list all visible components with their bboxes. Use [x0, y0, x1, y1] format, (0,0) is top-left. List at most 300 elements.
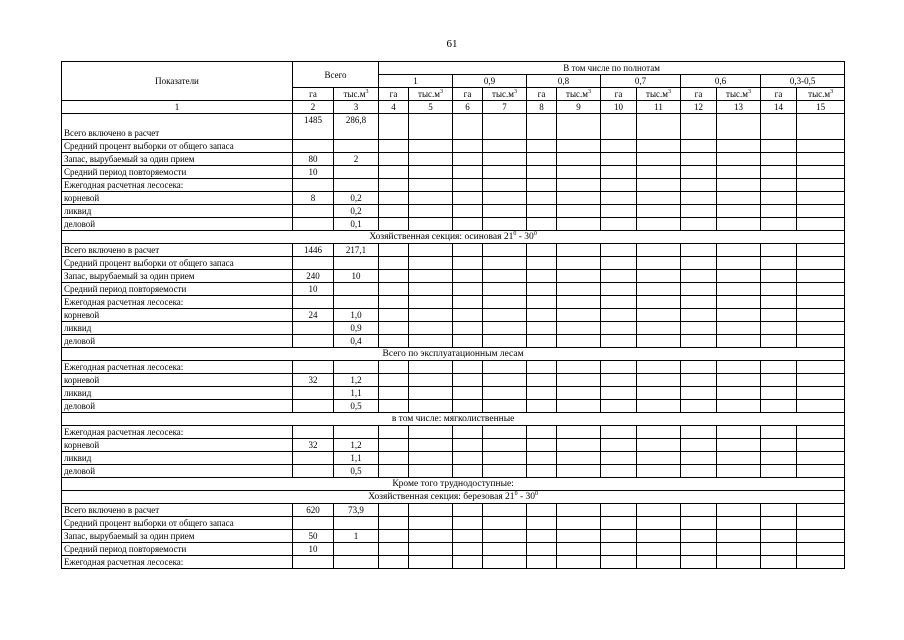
empty-cell [379, 426, 409, 439]
empty-cell [557, 400, 601, 413]
empty-cell [717, 465, 761, 478]
empty-cell [483, 452, 527, 465]
unit-volume [483, 88, 527, 101]
empty-cell [483, 387, 527, 400]
empty-cell [637, 296, 681, 309]
section-row [62, 413, 845, 426]
empty-cell [717, 296, 761, 309]
unit-volume [797, 88, 845, 101]
table-row [62, 114, 845, 140]
empty-cell [761, 530, 797, 543]
empty-cell [717, 387, 761, 400]
empty-cell [761, 296, 797, 309]
row-label: Ежегодная расчетная лесосека: [62, 296, 293, 309]
empty-cell [601, 309, 637, 322]
empty-cell [409, 439, 453, 452]
empty-cell [379, 556, 409, 569]
total-volume: 0,9 [334, 322, 379, 335]
empty-cell [483, 114, 527, 140]
column-number: 15 [797, 101, 845, 114]
empty-cell [681, 361, 717, 374]
empty-cell [797, 400, 845, 413]
total-ha: 240 [293, 270, 334, 283]
empty-cell [637, 452, 681, 465]
total-ha: 32 [293, 439, 334, 452]
table-row [62, 361, 845, 374]
row-label: корневой [62, 309, 293, 322]
empty-cell [379, 244, 409, 257]
total-ha [293, 452, 334, 465]
empty-cell [717, 140, 761, 153]
empty-cell [483, 543, 527, 556]
empty-cell [527, 205, 557, 218]
empty-cell [797, 374, 845, 387]
empty-cell [379, 543, 409, 556]
empty-cell [409, 335, 453, 348]
empty-cell [681, 296, 717, 309]
empty-cell [717, 309, 761, 322]
empty-cell [601, 244, 637, 257]
empty-cell [557, 283, 601, 296]
total-volume: 0,5 [334, 465, 379, 478]
empty-cell [409, 387, 453, 400]
empty-cell [681, 270, 717, 283]
total-ha [293, 218, 334, 231]
empty-cell [483, 257, 527, 270]
empty-cell [483, 374, 527, 387]
empty-cell [761, 166, 797, 179]
row-label: ликвид [62, 452, 293, 465]
total-volume: 2 [334, 153, 379, 166]
table-row [62, 400, 845, 413]
empty-cell [453, 335, 483, 348]
density-header: 0,3-0,5 [761, 75, 845, 88]
empty-cell [453, 205, 483, 218]
empty-cell [379, 218, 409, 231]
table-row [62, 465, 845, 478]
row-label: Средний процент выборки от общего запаса [62, 257, 293, 270]
table-row [62, 374, 845, 387]
empty-cell [797, 439, 845, 452]
column-number: 1 [62, 101, 293, 114]
total-volume [334, 140, 379, 153]
total-ha: 10 [293, 283, 334, 296]
empty-cell [601, 166, 637, 179]
section-row [62, 491, 845, 504]
empty-cell [557, 153, 601, 166]
total-ha [293, 361, 334, 374]
empty-cell [797, 387, 845, 400]
empty-cell [483, 140, 527, 153]
total-ha: 1485 [293, 114, 334, 140]
empty-cell [527, 166, 557, 179]
empty-cell [797, 322, 845, 335]
empty-cell [601, 179, 637, 192]
column-number: 4 [379, 101, 409, 114]
table-row [62, 309, 845, 322]
total-volume: 0,1 [334, 218, 379, 231]
table-row [62, 530, 845, 543]
empty-cell [453, 361, 483, 374]
empty-cell [527, 270, 557, 283]
empty-cell [681, 205, 717, 218]
empty-cell [601, 114, 637, 140]
empty-cell [637, 283, 681, 296]
empty-cell [453, 257, 483, 270]
table-row [62, 270, 845, 283]
empty-cell [379, 517, 409, 530]
empty-cell [717, 335, 761, 348]
column-number: 10 [601, 101, 637, 114]
empty-cell [409, 400, 453, 413]
column-number: 3 [334, 101, 379, 114]
section-title [62, 478, 845, 491]
empty-cell [379, 361, 409, 374]
row-label: корневой [62, 374, 293, 387]
row-label: Запас, вырубаемый за один прием [62, 153, 293, 166]
empty-cell [527, 322, 557, 335]
empty-cell [797, 257, 845, 270]
empty-cell [409, 452, 453, 465]
empty-cell [681, 192, 717, 205]
empty-cell [601, 556, 637, 569]
empty-cell [557, 556, 601, 569]
empty-cell [483, 400, 527, 413]
empty-cell [453, 140, 483, 153]
empty-cell [637, 244, 681, 257]
empty-cell [637, 166, 681, 179]
empty-cell [483, 322, 527, 335]
empty-cell [681, 140, 717, 153]
empty-cell [637, 400, 681, 413]
table-row [62, 426, 845, 439]
empty-cell [483, 179, 527, 192]
unit-ha: га [379, 88, 409, 101]
column-number: 5 [409, 101, 453, 114]
total-volume [334, 543, 379, 556]
total-volume: 1,2 [334, 374, 379, 387]
empty-cell [379, 283, 409, 296]
empty-cell [409, 465, 453, 478]
section-title [62, 491, 845, 504]
total-volume [334, 179, 379, 192]
table-row [62, 192, 845, 205]
section-text: Кроме того труднодоступные: [392, 479, 514, 489]
empty-cell [557, 205, 601, 218]
empty-cell [637, 556, 681, 569]
empty-cell [557, 426, 601, 439]
total-header: Всего [293, 62, 379, 88]
empty-cell [601, 218, 637, 231]
empty-cell [717, 400, 761, 413]
empty-cell [409, 309, 453, 322]
empty-cell [409, 192, 453, 205]
empty-cell [409, 504, 453, 517]
empty-cell [761, 387, 797, 400]
empty-cell [483, 361, 527, 374]
table-row [62, 504, 845, 517]
empty-cell [527, 140, 557, 153]
table-row [62, 218, 845, 231]
empty-cell [557, 465, 601, 478]
unit-volume-text: тыс.м [492, 89, 514, 99]
empty-cell [527, 530, 557, 543]
empty-cell [483, 244, 527, 257]
unit-volume-sup: 3 [587, 89, 591, 95]
total-volume [334, 517, 379, 530]
empty-cell [409, 296, 453, 309]
empty-cell [637, 114, 681, 140]
row-label: ликвид [62, 322, 293, 335]
empty-cell [717, 374, 761, 387]
total-volume: 1,1 [334, 387, 379, 400]
empty-cell [557, 257, 601, 270]
empty-cell [527, 218, 557, 231]
total-volume: 1 [334, 530, 379, 543]
empty-cell [527, 543, 557, 556]
row-label: Ежегодная расчетная лесосека: [62, 556, 293, 569]
empty-cell [797, 153, 845, 166]
empty-cell [557, 361, 601, 374]
unit-volume-sup: 3 [747, 89, 751, 95]
column-number: 11 [637, 101, 681, 114]
total-ha [293, 140, 334, 153]
row-label: деловой [62, 400, 293, 413]
total-ha: 8 [293, 192, 334, 205]
empty-cell [453, 244, 483, 257]
empty-cell [557, 166, 601, 179]
empty-cell [637, 465, 681, 478]
empty-cell [797, 530, 845, 543]
empty-cell [409, 114, 453, 140]
empty-cell [483, 296, 527, 309]
empty-cell [601, 270, 637, 283]
empty-cell [557, 309, 601, 322]
empty-cell [453, 452, 483, 465]
empty-cell [797, 335, 845, 348]
empty-cell [557, 452, 601, 465]
unit-volume-text: тыс.м [646, 89, 668, 99]
empty-cell [681, 439, 717, 452]
empty-cell [453, 192, 483, 205]
empty-cell [453, 426, 483, 439]
empty-cell [717, 504, 761, 517]
empty-cell [681, 309, 717, 322]
empty-cell [453, 556, 483, 569]
empty-cell [637, 426, 681, 439]
empty-cell [409, 257, 453, 270]
total-volume: 73,9 [334, 504, 379, 517]
unit-volume-sup: 3 [667, 89, 671, 95]
table-row [62, 244, 845, 257]
empty-cell [761, 257, 797, 270]
empty-cell [601, 153, 637, 166]
empty-cell [797, 543, 845, 556]
empty-cell [601, 335, 637, 348]
section-row [62, 348, 845, 361]
empty-cell [761, 556, 797, 569]
empty-cell [379, 205, 409, 218]
table-row [62, 556, 845, 569]
empty-cell [717, 192, 761, 205]
empty-cell [527, 283, 557, 296]
table-row [62, 205, 845, 218]
empty-cell [601, 374, 637, 387]
empty-cell [601, 530, 637, 543]
empty-cell [379, 400, 409, 413]
total-ha: 10 [293, 543, 334, 556]
empty-cell [797, 465, 845, 478]
table-row [62, 166, 845, 179]
empty-cell [453, 309, 483, 322]
empty-cell [527, 296, 557, 309]
empty-cell [453, 465, 483, 478]
total-volume [334, 556, 379, 569]
empty-cell [601, 296, 637, 309]
row-label: корневой [62, 192, 293, 205]
indicators-header: Показатели [62, 62, 293, 101]
table-row [62, 296, 845, 309]
empty-cell [761, 283, 797, 296]
empty-cell [681, 374, 717, 387]
unit-volume-text: тыс.м [808, 89, 831, 99]
row-label: Ежегодная расчетная лесосека: [62, 179, 293, 192]
empty-cell [717, 218, 761, 231]
empty-cell [379, 153, 409, 166]
empty-cell [409, 270, 453, 283]
empty-cell [409, 543, 453, 556]
empty-cell [681, 257, 717, 270]
empty-cell [527, 257, 557, 270]
column-number: 14 [761, 101, 797, 114]
section-sup: 0 [534, 490, 538, 497]
empty-cell [761, 309, 797, 322]
row-label: ликвид [62, 205, 293, 218]
empty-cell [637, 270, 681, 283]
empty-cell [761, 114, 797, 140]
table-row [62, 322, 845, 335]
section-text: Хозяйственная секция: осиновая 21 [369, 232, 514, 242]
empty-cell [681, 283, 717, 296]
total-ha: 50 [293, 530, 334, 543]
empty-cell [483, 556, 527, 569]
empty-cell [483, 270, 527, 283]
unit-ha: га [761, 88, 797, 101]
empty-cell [681, 153, 717, 166]
empty-cell [379, 309, 409, 322]
empty-cell [761, 179, 797, 192]
allowable-cut-table [61, 61, 845, 569]
unit-ha: га [453, 88, 483, 101]
empty-cell [761, 322, 797, 335]
empty-cell [717, 153, 761, 166]
empty-cell [601, 543, 637, 556]
total-ha [293, 387, 334, 400]
total-volume: 0,2 [334, 205, 379, 218]
empty-cell [453, 322, 483, 335]
total-ha [293, 517, 334, 530]
empty-cell [637, 517, 681, 530]
empty-cell [637, 387, 681, 400]
empty-cell [483, 205, 527, 218]
empty-cell [761, 153, 797, 166]
density-header: 1 [379, 75, 453, 88]
empty-cell [379, 387, 409, 400]
empty-cell [379, 114, 409, 140]
empty-cell [379, 296, 409, 309]
empty-cell [557, 322, 601, 335]
empty-cell [379, 322, 409, 335]
empty-cell [761, 452, 797, 465]
empty-cell [717, 426, 761, 439]
empty-cell [483, 426, 527, 439]
density-header: 0,8 [527, 75, 601, 88]
empty-cell [761, 465, 797, 478]
empty-cell [453, 517, 483, 530]
empty-cell [681, 335, 717, 348]
row-label: деловой [62, 465, 293, 478]
empty-cell [797, 270, 845, 283]
empty-cell [637, 153, 681, 166]
row-label: Средний период повторяемости [62, 283, 293, 296]
empty-cell [681, 452, 717, 465]
empty-cell [557, 374, 601, 387]
empty-cell [717, 283, 761, 296]
empty-cell [681, 322, 717, 335]
empty-cell [483, 517, 527, 530]
empty-cell [557, 335, 601, 348]
empty-cell [453, 218, 483, 231]
unit-volume-text: тыс.м [566, 89, 588, 99]
empty-cell [527, 452, 557, 465]
total-volume [334, 283, 379, 296]
unit-volume [717, 88, 761, 101]
empty-cell [527, 192, 557, 205]
empty-cell [637, 192, 681, 205]
section-row [62, 231, 845, 244]
empty-cell [681, 218, 717, 231]
empty-cell [453, 439, 483, 452]
empty-cell [557, 140, 601, 153]
table-body [62, 114, 845, 569]
empty-cell [527, 114, 557, 140]
empty-cell [557, 439, 601, 452]
empty-cell [681, 543, 717, 556]
empty-cell [797, 452, 845, 465]
empty-cell [717, 530, 761, 543]
row-label: корневой [62, 439, 293, 452]
empty-cell [717, 244, 761, 257]
table-row [62, 452, 845, 465]
unit-volume [409, 88, 453, 101]
empty-cell [637, 179, 681, 192]
empty-cell [637, 257, 681, 270]
empty-cell [409, 426, 453, 439]
section-text: Всего по эксплуатационным лесам [382, 349, 524, 359]
empty-cell [527, 465, 557, 478]
empty-cell [797, 283, 845, 296]
table-row [62, 517, 845, 530]
empty-cell [557, 244, 601, 257]
empty-cell [761, 426, 797, 439]
empty-cell [483, 192, 527, 205]
empty-cell [379, 465, 409, 478]
section-title [62, 413, 845, 426]
empty-cell [681, 556, 717, 569]
empty-cell [409, 218, 453, 231]
total-volume: 286,8 [334, 114, 379, 140]
empty-cell [717, 257, 761, 270]
